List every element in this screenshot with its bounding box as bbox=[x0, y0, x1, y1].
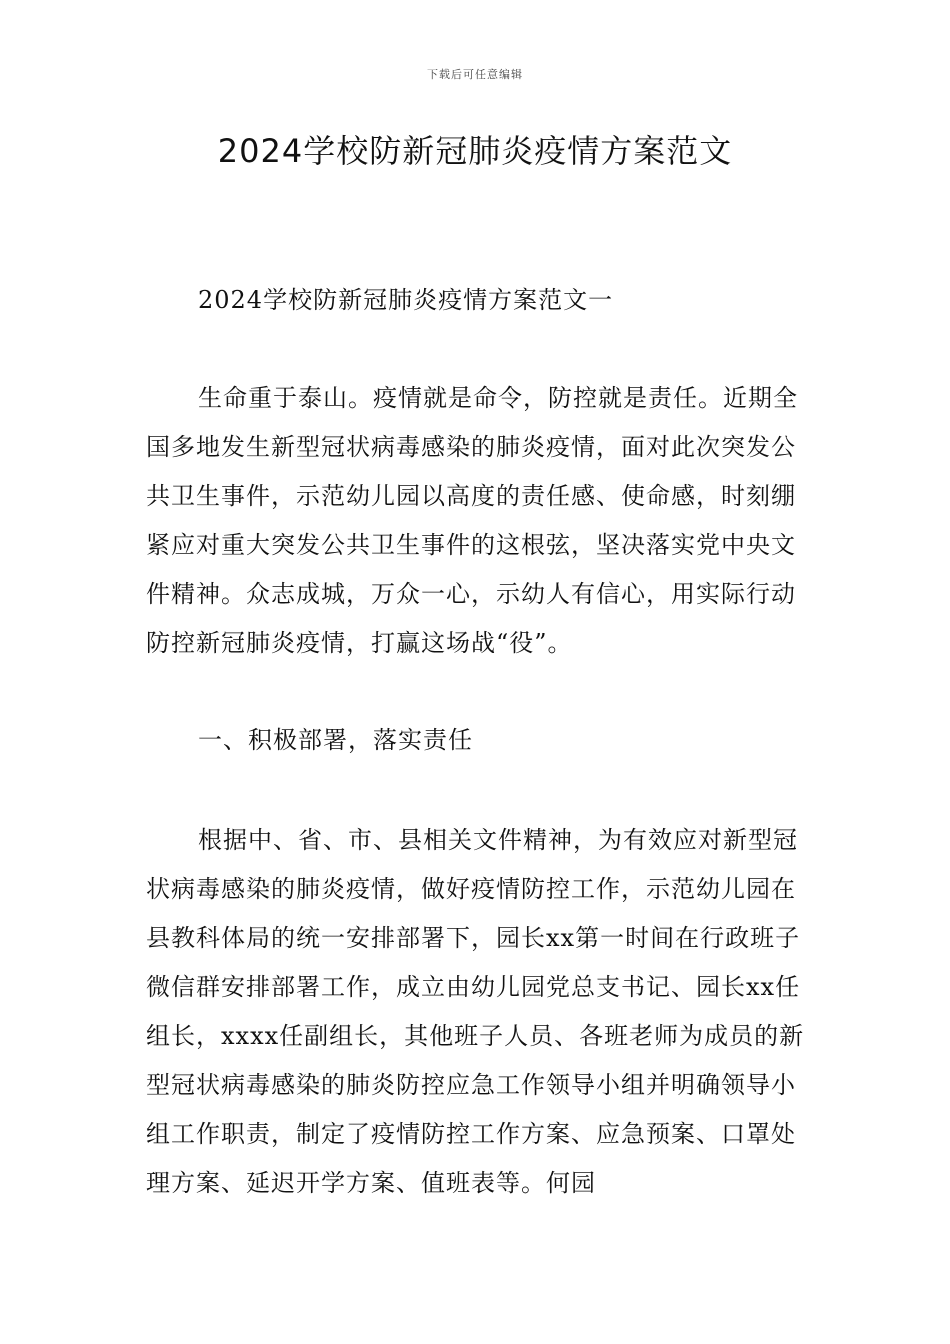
paragraph-intro: 生命重于泰山。疫情就是命令，防控就是责任。近期全国多地发生新型冠状病毒感染的肺炎疫情，面对此次突发公共卫生事件，示范幼儿园以高度的责任感、使命感，时刻绷紧应对重大突发公共卫生事件的这根弦，坚决落实党中央文件精神。众志成城，万众一心，示幼人有信心，用实际行动防控新冠肺炎疫情，打赢这场战“役”。 bbox=[146, 384, 798, 657]
document-title: 2024学校防新冠肺炎疫情方案范文 bbox=[217, 132, 733, 170]
paragraph-section-1: 根据中、省、市、县相关文件精神，为有效应对新型冠状病毒感染的肺炎疫情，做好疫情防控工作，示范幼儿园在县教科体局的统一安排部署下，园长xx第一时间在行政班子微信群安排部署工作，成立由幼儿园党总支书记、园长xx任组长，xxxx任副组长，其他班子人员、各班老师为成员的新型冠状病毒感染的肺炎防控应急工作领导小组并明确领导小组工作职责，制定了疫情防控工作方案、应急预案、口罩处理方案、延迟开学方案、值班表等。何园 bbox=[146, 826, 805, 1197]
section-heading-1: 一、积极部署，落实责任 bbox=[198, 726, 473, 754]
document-subtitle: 2024学校防新冠肺炎疫情方案范文一 bbox=[198, 286, 614, 314]
header-note: 下载后可任意编辑 bbox=[427, 68, 523, 81]
